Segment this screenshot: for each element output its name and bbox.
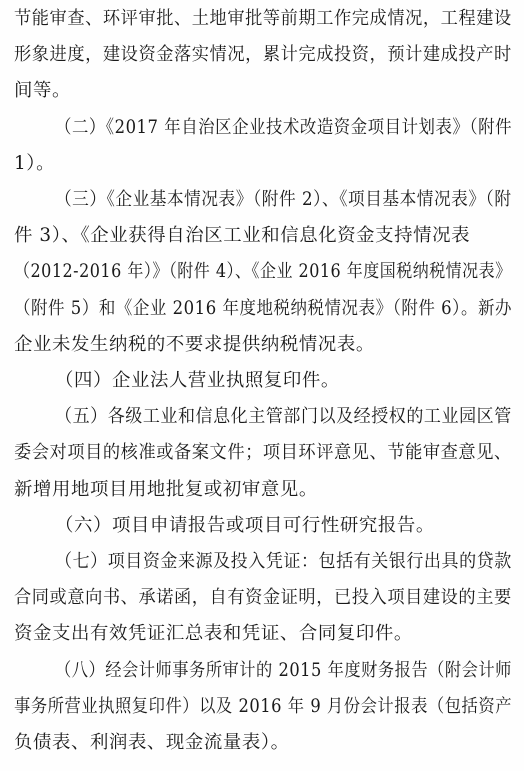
text-line: （五）各级工业和信息化主管部门以及经授权的工业园区管	[55, 406, 512, 428]
text-line: （二）《2017 年自治区企业技术改造资金项目计划表》（附件	[55, 116, 513, 138]
text-line: （2012-2016 年）》（附件 4）、《企业 2016 年度国税纳税情况表》	[14, 261, 512, 283]
text-line: 负债表、利润表、现金流量表）。	[14, 732, 290, 753]
text-line: 企业未发生纳税的不要求提供纳税情况表。	[14, 333, 375, 355]
text-line: 1）。	[14, 152, 56, 174]
text-line: 新增用地项目用地批复或初审意见。	[14, 478, 318, 500]
text-line: 形象进度，建设资金落实情况，累计完成投资，预计建成投产时	[14, 44, 512, 66]
text-line: 间等。	[14, 80, 71, 102]
text-line: （三）《企业基本情况表》（附件 2）、《项目基本情况表》（附	[55, 189, 512, 210]
text-line: 委会对项目的核准或备案文件；项目环评意见、节能审查意见、	[14, 442, 512, 464]
text-line: （六）项目申请报告或项目可行性研究报告。	[55, 514, 435, 536]
text-line: 事务所营业执照复印件）以及 2016 年 9 月份会计报表（包括资产	[14, 695, 513, 717]
text-line: 节能审查、环评审批、土地审批等前期工作完成情况，工程建设	[14, 8, 512, 29]
text-line: （四）企业法人营业执照复印件。	[55, 370, 340, 391]
text-line: 件 3）、《企业获得自治区工业和信息化资金支持情况表	[14, 225, 471, 247]
text-line: （七）项目资金来源及投入凭证：包括有关银行出具的贷款	[55, 551, 512, 572]
text-line: （八）经会计师事务所审计的 2015 年度财务报告（附会计师	[55, 659, 512, 681]
text-line: （附件 5）和《企业 2016 年度地税纳税情况表》（附件 6）。新办	[14, 297, 512, 319]
text-line: 合同或意向书、承诺函，自有资金证明，已投入项目建设的主要	[14, 587, 512, 609]
text-line: 资金支出有效凭证汇总表和凭证、合同复印件。	[14, 623, 413, 645]
